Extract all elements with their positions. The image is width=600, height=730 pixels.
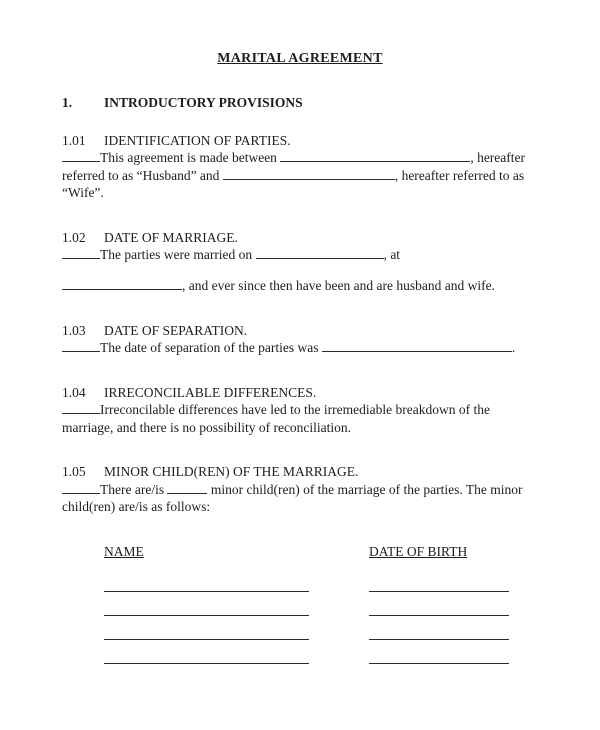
section-heading — [62, 94, 538, 112]
children-table-header — [104, 543, 538, 561]
dob-column-header: DATE OF BIRTH — [369, 543, 468, 559]
clause-title: DATE OF MARRIAGE. — [104, 229, 238, 245]
fill-in-blank — [62, 248, 100, 259]
clause-heading-row — [62, 229, 538, 247]
fill-in-blank — [62, 341, 100, 352]
clause-title: IDENTIFICATION OF PARTIES. — [104, 132, 291, 148]
clause-text: The date of separation of the parties was — [100, 340, 322, 356]
clause-body — [62, 339, 538, 357]
fill-in-blank — [62, 483, 100, 494]
section-title: INTRODUCTORY PROVISIONS — [104, 95, 303, 111]
dob-column-header-cell — [369, 543, 509, 561]
clause — [62, 229, 538, 295]
name-column-header-cell — [104, 543, 309, 561]
clause-text: , hereafter referred to as “Wife”. — [62, 167, 525, 201]
clause-number: 1.04 — [62, 384, 86, 400]
clause-number: 1.03 — [62, 322, 86, 338]
clause — [62, 463, 538, 516]
dob-blank-line — [369, 615, 509, 616]
clause-heading-row — [62, 132, 538, 150]
clause-body — [62, 481, 538, 516]
clause-title: IRRECONCILABLE DIFFERENCES. — [104, 384, 317, 400]
children-table-row — [104, 568, 538, 592]
clause-heading-row — [62, 384, 538, 402]
column-gap — [309, 543, 369, 561]
clause-text: There are/is — [100, 481, 168, 497]
fill-in-blank — [280, 151, 470, 162]
clause-heading-row — [62, 463, 538, 481]
name-blank-line — [104, 663, 309, 664]
clause-text: , hereafter referred to as “Husband” and — [62, 150, 526, 183]
dob-blank-line — [369, 591, 509, 592]
clause-text: minor child(ren) of the marriage of the parties. The minor child(ren) are/is as follows: — [62, 481, 523, 515]
clause-number: 1.01 — [62, 132, 86, 148]
clause-text: This agreement is made between — [100, 150, 281, 166]
dob-blank-line — [369, 663, 509, 664]
clause-text: . — [511, 340, 516, 356]
clause-body — [62, 246, 538, 294]
clause-number: 1.05 — [62, 464, 86, 480]
dob-blank-line — [369, 639, 509, 640]
fill-in-blank — [62, 151, 100, 162]
clause-number: 1.02 — [62, 229, 86, 245]
fill-in-blank — [62, 403, 100, 414]
clause-title: DATE OF SEPARATION. — [104, 322, 248, 338]
fill-in-blank — [167, 483, 207, 494]
clause-body — [62, 401, 538, 436]
name-blank-line — [104, 639, 309, 640]
line-break-gap — [62, 264, 538, 277]
fill-in-blank — [223, 169, 395, 180]
fill-in-blank — [62, 279, 182, 290]
fill-in-blank — [256, 248, 384, 259]
children-table-row — [104, 616, 538, 640]
children-table-row — [104, 640, 538, 664]
clause — [62, 384, 538, 437]
section-number: 1. — [62, 95, 73, 111]
children-table-row — [104, 592, 538, 616]
clause-text: , at — [383, 247, 401, 263]
name-blank-line — [104, 591, 309, 592]
name-blank-line — [104, 615, 309, 616]
fill-in-blank — [322, 341, 512, 352]
clause-title: MINOR CHILD(REN) OF THE MARRIAGE. — [104, 464, 359, 480]
clause-body — [62, 149, 538, 202]
document-title: MARITAL AGREEMENT — [217, 51, 383, 66]
clause-text: , and ever since then have been and are husband and wife. — [182, 278, 495, 294]
clauses — [62, 132, 538, 516]
children-table — [104, 543, 538, 665]
clause — [62, 132, 538, 202]
clause — [62, 322, 538, 357]
name-column-header: NAME — [104, 543, 144, 559]
clause-text: The parties were married on — [100, 247, 256, 263]
children-table-rows — [104, 568, 538, 664]
clause-text: Irreconcilable differences have led to the irremediable breakdown of the marriage, and there is no possibility of reconciliation. — [62, 402, 490, 435]
clause-heading-row — [62, 322, 538, 340]
